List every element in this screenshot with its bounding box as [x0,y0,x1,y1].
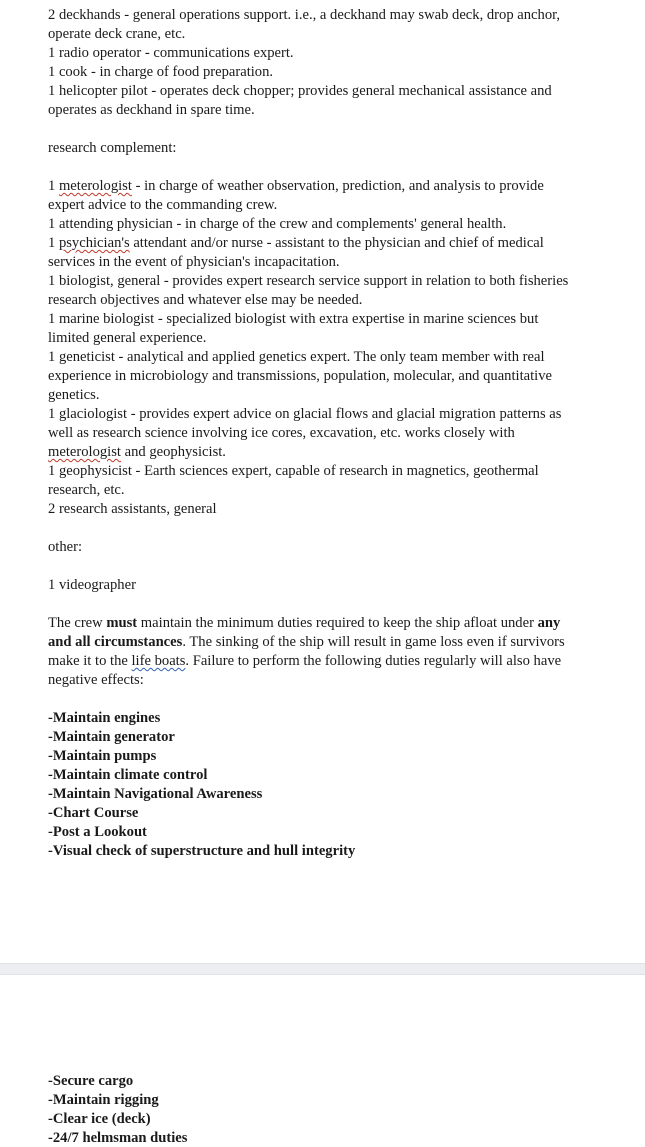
research-line: genetics. [48,387,100,403]
page-2-text[interactable] [48,1072,620,1147]
duty-item: -24/7 helmsman duties [48,1130,188,1146]
page-1-text[interactable] [48,6,620,861]
research-line: 1 glaciologist - provides expert advice on glacial flows and glacial migration patterns as [48,406,562,422]
research-line: 2 research assistants, general [48,501,217,517]
misspelled-word[interactable]: psychician's [58,235,130,251]
research-line: 1 geneticist - analytical and applied genetics expert. The only team member with real [48,349,545,365]
research-line: 1 marine biologist - specialized biologist with extra expertise in marine sciences but [48,311,539,327]
crew-line: 1 cook - in charge of food preparation. [48,64,274,80]
duty-item: -Visual check of superstructure and hull integrity [48,843,356,859]
crew-line: operate deck crane, etc. [48,26,186,42]
document-page-2 [0,975,645,1147]
other-heading: other: [48,539,83,555]
research-line: limited general experience. [48,330,207,346]
research-line: 1 meterologist - in charge of weather observation, prediction, and analysis to provide [48,178,544,194]
research-line: 1 geophysicist - Earth sciences expert, capable of research in magnetics, geothermal [48,463,539,479]
page-break-gap [0,963,645,975]
blank-line [48,158,620,177]
paragraph-line: make it to the life boats. Failure to perform the following duties regularly will also have [48,653,562,669]
duty-item: -Maintain climate control [48,767,208,783]
paragraph-line: negative effects: [48,672,144,688]
research-line: research, etc. [48,482,125,498]
research-line: research objectives and whatever else may be needed. [48,292,363,308]
blank-line [48,690,620,709]
paragraph-line: The crew must maintain the minimum duties required to keep the ship afloat under any [48,615,561,631]
misspelled-word[interactable]: meterologist [48,444,121,460]
crew-line: 2 deckhands - general operations support. i.e., a deckhand may swab deck, drop anchor, [48,7,561,23]
crew-line: 1 radio operator - communications expert. [48,45,294,61]
blank-line [48,519,620,538]
research-line: 1 biologist, general - provides expert research service support in relation to both fisheries [48,273,569,289]
duty-item: -Maintain generator [48,729,175,745]
duty-item: -Secure cargo [48,1073,134,1089]
research-line: well as research science involving ice cores, excavation, etc. works closely with [48,425,515,441]
duty-item: -Maintain pumps [48,748,157,764]
blank-line [48,120,620,139]
duty-item: -Maintain rigging [48,1092,159,1108]
research-heading: research complement: [48,140,177,156]
paragraph-line: and all circumstances. The sinking of the ship will result in game loss even if survivors [48,634,565,650]
research-line: experience in microbiology and transmissions, population, molecular, and quantitative [48,368,552,384]
misspelled-word[interactable]: meterologist [58,178,132,194]
blank-line [48,557,620,576]
duty-item: -Post a Lookout [48,824,147,840]
duty-item: -Maintain Navigational Awareness [48,786,263,802]
research-line: 1 psychician's attendant and/or nurse - assistant to the physician and chief of medical [48,235,544,251]
crew-line: operates as deckhand in spare time. [48,102,255,118]
duty-item: -Chart Course [48,805,139,821]
grammar-flagged-phrase[interactable]: life boats [131,653,186,669]
blank-line [48,595,620,614]
research-line: meterologist and geophysicist. [48,444,226,460]
research-line: 1 attending physician - in charge of the crew and complements' general health. [48,216,507,232]
other-line: 1 videographer [48,577,136,593]
crew-line: 1 helicopter pilot - operates deck chopper; provides general mechanical assistance and [48,83,552,99]
duty-item: -Clear ice (deck) [48,1111,151,1127]
duty-item: -Maintain engines [48,710,161,726]
research-line: expert advice to the commanding crew. [48,197,278,213]
research-line: services in the event of physician's incapacitation. [48,254,340,270]
